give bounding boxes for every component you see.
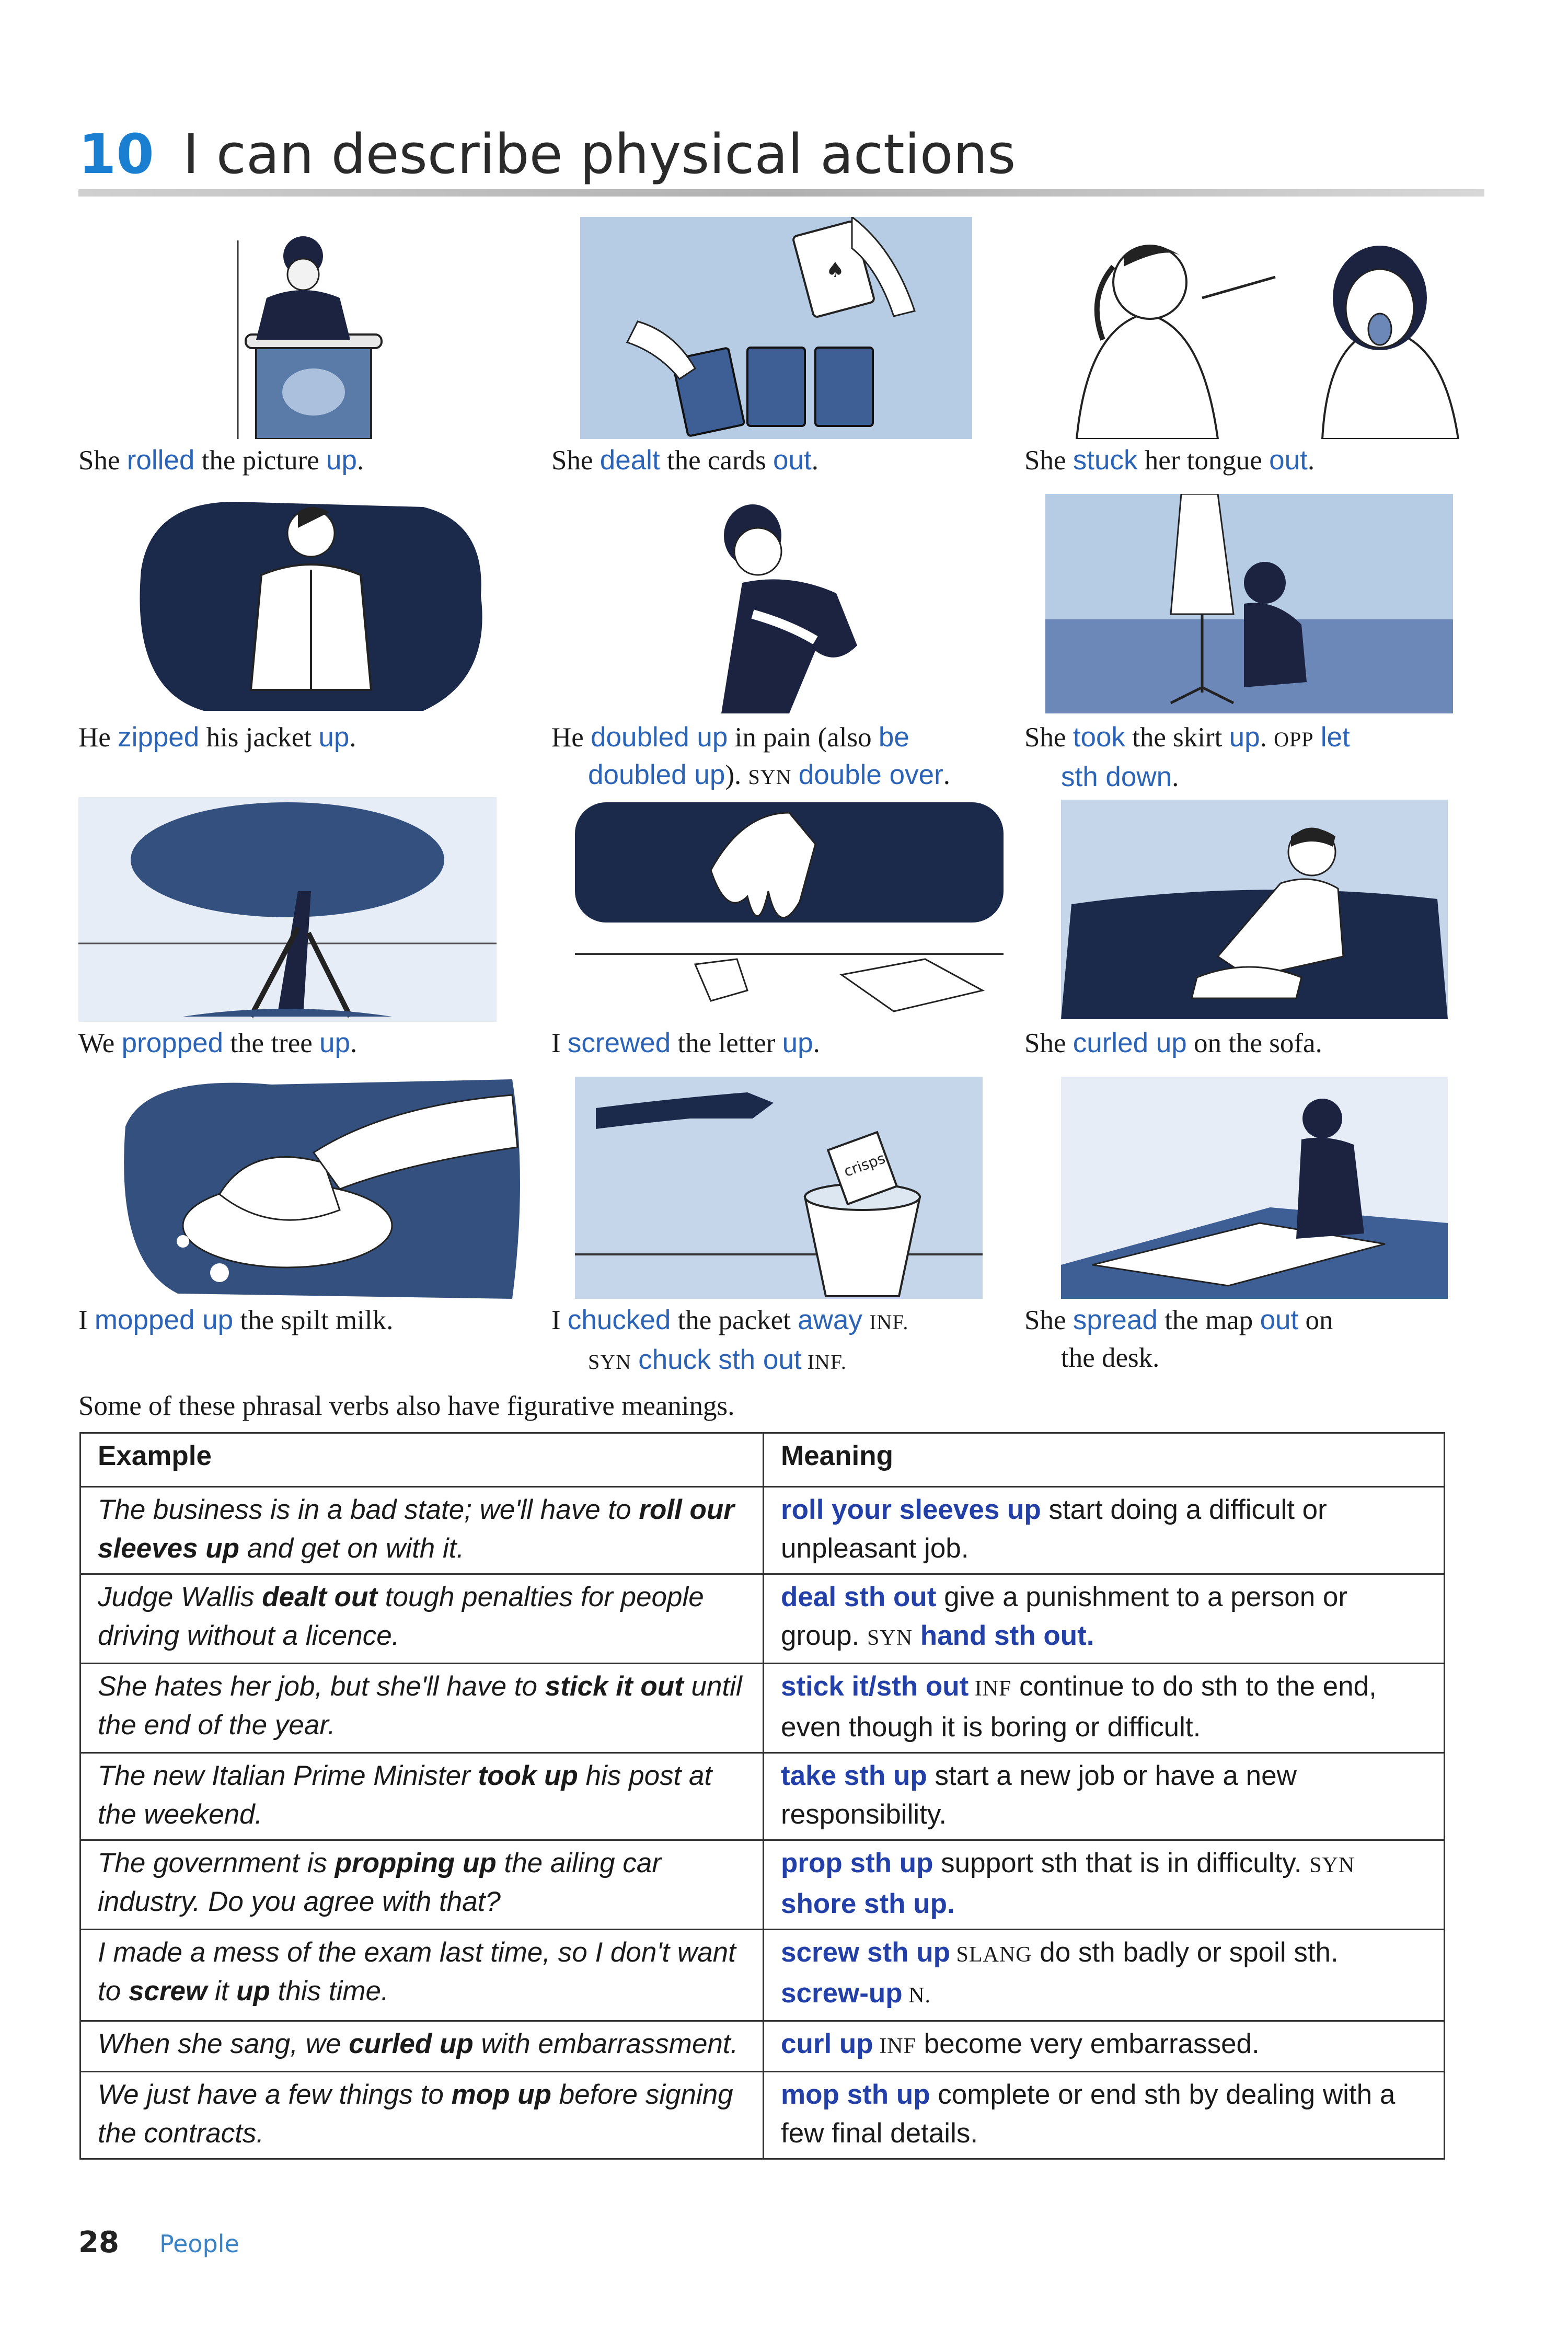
hands-dealing-cards-icon	[580, 217, 972, 439]
caption-rolled: She rolled the picture up.	[78, 445, 364, 476]
illustration-dealt-cards	[580, 217, 972, 439]
header-divider	[78, 189, 1484, 197]
woman-curled-up-on-sofa-icon	[1061, 800, 1448, 1019]
example-cell: The business is in a bad state; we'll have to roll our sleeves up and get on with it.	[80, 1487, 764, 1574]
girl-sticking-tongue-out-icon	[1045, 225, 1463, 439]
meaning-cell: screw sth up SLANG do sth badly or spoil sth. screw-up N.	[764, 1930, 1445, 2021]
illustration-propped-tree	[78, 797, 497, 1022]
man-doubled-up-in-pain-icon	[617, 494, 941, 713]
woman-taking-up-skirt-icon	[1045, 494, 1453, 713]
illustration-zipped-jacket	[131, 491, 491, 716]
caption-took: She took the skirt up. OPP let sth down.	[1024, 722, 1350, 792]
caption-dealt: She dealt the cards out.	[551, 445, 818, 476]
example-cell: I made a mess of the exam last time, so I don't want to screw it up this time.	[80, 1930, 764, 2021]
illustration-doubled-up	[617, 494, 941, 713]
caption-zipped: He zipped his jacket up.	[78, 722, 356, 753]
illustration-took-up-skirt	[1045, 494, 1453, 713]
crisps-label: crisps	[841, 1149, 887, 1181]
table-row	[80, 1753, 1445, 1840]
chucking-packet-in-bin-icon	[575, 1077, 983, 1299]
meaning-cell: mop sth up complete or end sth by dealing with a few final details.	[764, 2072, 1445, 2159]
caption-propped: We propped the tree up.	[78, 1028, 358, 1058]
caption-curled: She curled up on the sofa.	[1024, 1028, 1322, 1058]
example-cell: The government is propping up the ailing car industry. Do you agree with that?	[80, 1840, 764, 1930]
meaning-cell: take sth up start a new job or have a new responsibility.	[764, 1753, 1445, 1840]
propped-tree-icon	[78, 797, 497, 1022]
meaning-cell: deal sth out give a punishment to a person or group. SYN hand sth out.	[764, 1574, 1445, 1664]
example-cell: Judge Wallis dealt out tough penalties for people driving without a licence.	[80, 1574, 764, 1664]
table-header-row	[80, 1433, 1445, 1487]
illustration-curled-sofa	[1061, 800, 1448, 1019]
header-example: Example	[80, 1433, 764, 1487]
mopping-spilt-milk-icon	[115, 1074, 528, 1299]
table-row	[80, 2072, 1445, 2159]
table-row	[80, 1840, 1445, 1930]
table-row	[80, 1930, 1445, 2021]
table-row	[80, 1487, 1445, 1574]
illustration-screwed-letter	[570, 802, 1009, 1019]
woman-spreading-map-icon	[1061, 1077, 1448, 1299]
intro-text: Some of these phrasal verbs also have figurative meanings.	[78, 1391, 735, 1421]
illustration-spread-map	[1061, 1077, 1448, 1299]
screwed-up-letter-icon	[570, 802, 1009, 1019]
svg-text:♠: ♠	[826, 258, 845, 282]
caption-mopped: I mopped up the spilt milk.	[78, 1305, 394, 1335]
table-row	[80, 1664, 1445, 1753]
caption-spread: She spread the map out on the desk.	[1024, 1305, 1333, 1373]
meaning-cell: stick it/sth out INF continue to do sth to the end, even though it is boring or difficult.	[764, 1664, 1445, 1753]
meaning-cell: roll your sleeves up start doing a difficult or unpleasant job.	[764, 1487, 1445, 1574]
caption-chucked: I chucked the packet away INF. SYN chuck sth out INF.	[551, 1305, 909, 1375]
unit-title: I can describe physical actions	[183, 122, 1016, 186]
unit-number: 10	[78, 122, 154, 186]
illustration-rolled-picture	[172, 220, 392, 439]
man-zipping-jacket-icon	[131, 491, 491, 716]
header-meaning: Meaning	[764, 1433, 1445, 1487]
illustration-mopped-milk	[115, 1074, 528, 1299]
example-cell: We just have a few things to mop up before signing the contracts.	[80, 2072, 764, 2159]
woman-rolling-picture-icon	[172, 220, 392, 439]
caption-stuck: She stuck her tongue out.	[1024, 445, 1315, 476]
table-row	[80, 1574, 1445, 1664]
phrasal-verb-table	[79, 1432, 1445, 2160]
caption-screwed: I screwed the letter up.	[551, 1028, 820, 1058]
example-cell: She hates her job, but she'll have to stick it out until the end of the year.	[80, 1664, 764, 1753]
caption-doubled: He doubled up in pain (also be doubled up). SYN double over.	[551, 722, 950, 790]
illustration-chucked-packet	[575, 1077, 983, 1299]
meaning-cell: prop sth up support sth that is in difficulty. SYN shore sth up.	[764, 1840, 1445, 1930]
page-number: 28	[78, 2226, 119, 2259]
table-row	[80, 2021, 1445, 2072]
section-name: People	[159, 2230, 239, 2258]
meaning-cell: curl up INF become very embarrassed.	[764, 2021, 1445, 2072]
example-cell: The new Italian Prime Minister took up his post at the weekend.	[80, 1753, 764, 1840]
illustration-stuck-tongue	[1045, 225, 1463, 439]
example-cell: When she sang, we curled up with embarrassment.	[80, 2021, 764, 2072]
